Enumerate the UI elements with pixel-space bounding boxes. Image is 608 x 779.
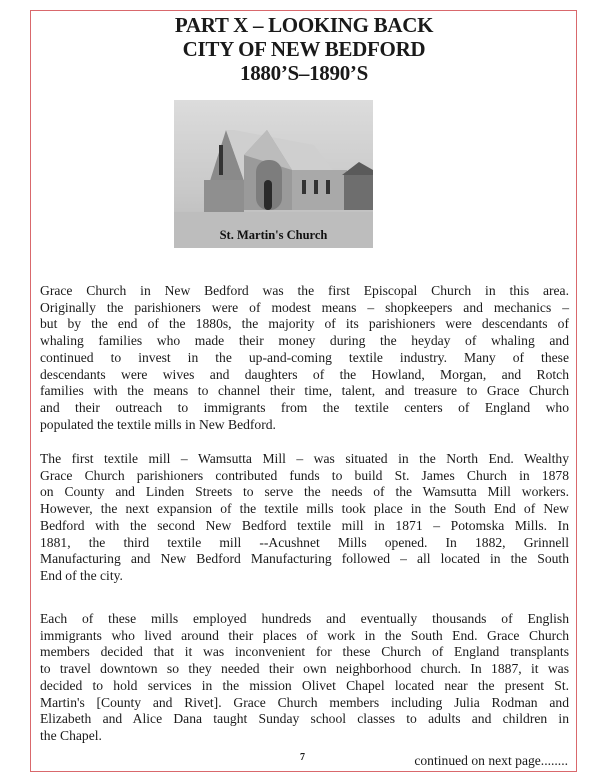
- page-title: [0, 13, 608, 85]
- paragraph-textile-mills: [40, 451, 569, 585]
- text-line: members decided that it was inconvenient for these Church of England transplants: [40, 644, 569, 660]
- text-line: Grace Church in New Bedford was the first Episcopal Church in this area.: [40, 283, 569, 298]
- text-line: to travel downtown so they needed their own neighborhood church. In 1887, it was: [40, 661, 569, 677]
- church-photo: [174, 100, 373, 248]
- text-line: populated the textile mills in New Bedford.: [40, 416, 276, 432]
- page-number: 7: [300, 752, 305, 763]
- title-line: CITY OF NEW BEDFORD: [182, 37, 426, 61]
- continued-note: continued on next page........: [414, 753, 568, 768]
- text-line: End of the city.: [40, 567, 123, 583]
- text-line: on County and Linden Streets to serve the needs of the Wamsutta Mill workers.: [40, 484, 569, 500]
- paragraph-olivet-chapel: [40, 611, 569, 745]
- church-illustration: [174, 100, 373, 248]
- text-line: immigrants who lived around their places of work in the South End. Grace Church: [40, 627, 569, 643]
- text-line: Each of these mills employed hundreds and eventually thousands of English: [40, 611, 569, 626]
- title-line: 1880’S–1890’S: [240, 61, 368, 85]
- text-line: Elizabeth and Alice Dana taught Sunday school classes to adults and children in: [40, 711, 569, 727]
- text-line: decided to hold services in the mission Olivet Chapel located near the present St.: [40, 677, 569, 693]
- text-line: The first textile mill – Wamsutta Mill – was situated in the North End. Wealthy: [40, 451, 569, 466]
- text-line: Bedford with the second New Bedford textile mill in 1871 – Potomska Mills. In: [40, 517, 569, 533]
- paragraph-grace-church: [40, 283, 569, 433]
- title-line: PART X – LOOKING BACK: [174, 13, 434, 37]
- text-line: descendants were wives and daughters of the Howland, Morgan, and Rotch: [40, 366, 569, 382]
- text-line: Grace Church parishioners contributed funds to build St. James Church in 1878: [40, 467, 569, 483]
- text-line: the Chapel.: [40, 727, 102, 743]
- text-line: However, the next expansion of the textile mills took place in the South End of New: [40, 501, 569, 517]
- text-line: 1881, the third textile mill --Acushnet Mills opened. In 1882, Grinnell: [40, 534, 569, 550]
- text-line: families with the means to channel their time, talent, and treasure to Grace Church: [40, 383, 569, 399]
- text-line: continued to invest in the up-and-coming textile industry. Many of these: [40, 349, 569, 365]
- text-line: but by the end of the 1880s, the majority of its parishioners were descendants of: [40, 316, 569, 332]
- text-line: and their outreach to immigrants from the textile centers of England who: [40, 399, 569, 415]
- text-line: Originally the parishioners were of modest means – shopkeepers and mechanics –: [40, 299, 569, 315]
- text-line: whaling families who made their money during the heyday of whaling and: [40, 333, 569, 349]
- text-line: Martin's [County and Rivet]. Grace Church members including Julia Rodman and: [40, 694, 569, 710]
- text-line: Manufacturing and New Bedford Manufacturing followed – all located in the South: [40, 551, 569, 567]
- photo-caption: St. Martin's Church: [219, 228, 328, 242]
